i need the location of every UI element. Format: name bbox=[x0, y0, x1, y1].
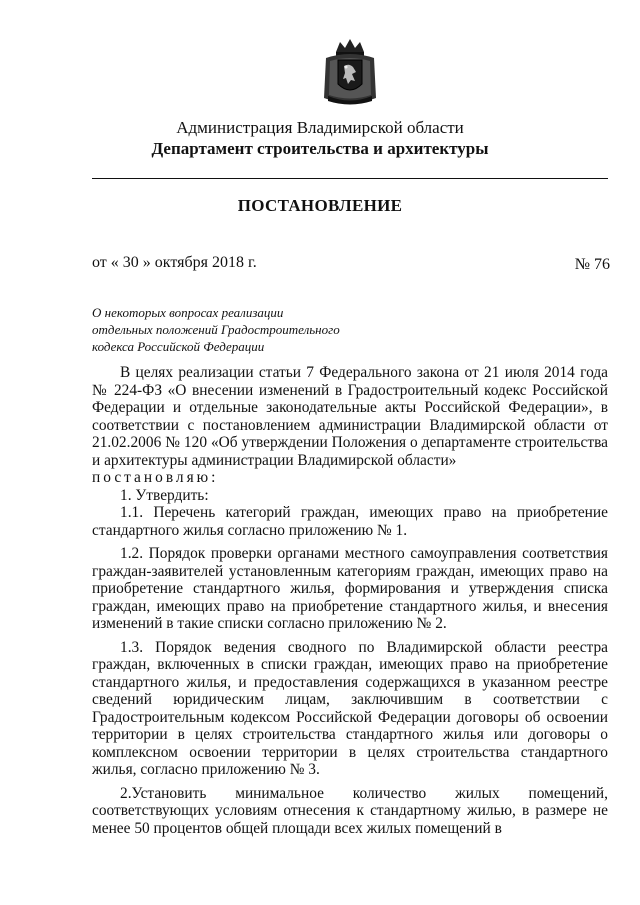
document-type-title: ПОСТАНОВЛЕНИЕ bbox=[237, 196, 403, 215]
header-divider bbox=[92, 178, 608, 179]
item-1: 1. Утвердить: bbox=[120, 486, 209, 504]
subject-line: отдельных положений Градостроительного bbox=[92, 322, 340, 337]
item-1-1: 1.1. Перечень категорий граждан, имеющих право на приобретение стандартного жилья согласно приложению № 1. bbox=[92, 504, 608, 539]
document-date: от « 30 » октября 2018 г. bbox=[92, 254, 257, 271]
department-name: Департамент строительства и архитектуры bbox=[151, 139, 489, 158]
document-body bbox=[92, 364, 608, 837]
preamble-paragraph: В целях реализации статьи 7 Федерального закона от 21 июля 2014 года № 224-ФЗ «О внесении изменений в Градостроительный кодекс Российской Федерации и отдельные законодательные акты Российской Федерации», в соответствии с постановлением администрации Владимирской области от 21.02.2006 № 120 «Об утверждении Положения о департаменте строительства и архитектуры администрации Владимирской области» bbox=[92, 364, 608, 469]
item-1-2: 1.2. Порядок проверки органами местного самоуправления соответствия граждан-заявителей установленным категориям граждан, имеющих право на приобретение стандартного жилья, формирования и утверждения списка граждан, имеющих право на приобретение стандартного жилья, и внесения изменений в такие списки согласно приложению № 2. bbox=[92, 545, 608, 632]
document-subject bbox=[92, 304, 340, 355]
coat-of-arms-icon bbox=[322, 38, 378, 108]
subject-line: О некоторых вопросах реализации bbox=[92, 305, 284, 320]
item-1-3: 1.3. Порядок ведения сводного по Владимирской области реестра граждан, включенных в списки граждан, имеющих право на приобретение стандартного жилья, и предоставления содержащихся в указанном реестре сведений юридическим лицам, заключившим в соответствии с Градостроительным кодексом Российской Федерации договоры об освоении территории в целях строительства стандартного жилья или договоры о комплексном освоении территории в целях строительства стандартного жилья, согласно приложению № 3. bbox=[92, 638, 608, 778]
organization-name: Администрация Владимирской области bbox=[176, 118, 464, 137]
decree-word: постановляю: bbox=[92, 469, 219, 486]
subject-line: кодекса Российской Федерации bbox=[92, 339, 265, 354]
document-number: № 76 bbox=[574, 256, 610, 273]
item-2: 2.Установить минимальное количество жилых помещений, соответствующих условиям отнесения к стандартному жилью, в размере не менее 50 процентов общей площади всех жилых помещений в bbox=[92, 784, 608, 837]
